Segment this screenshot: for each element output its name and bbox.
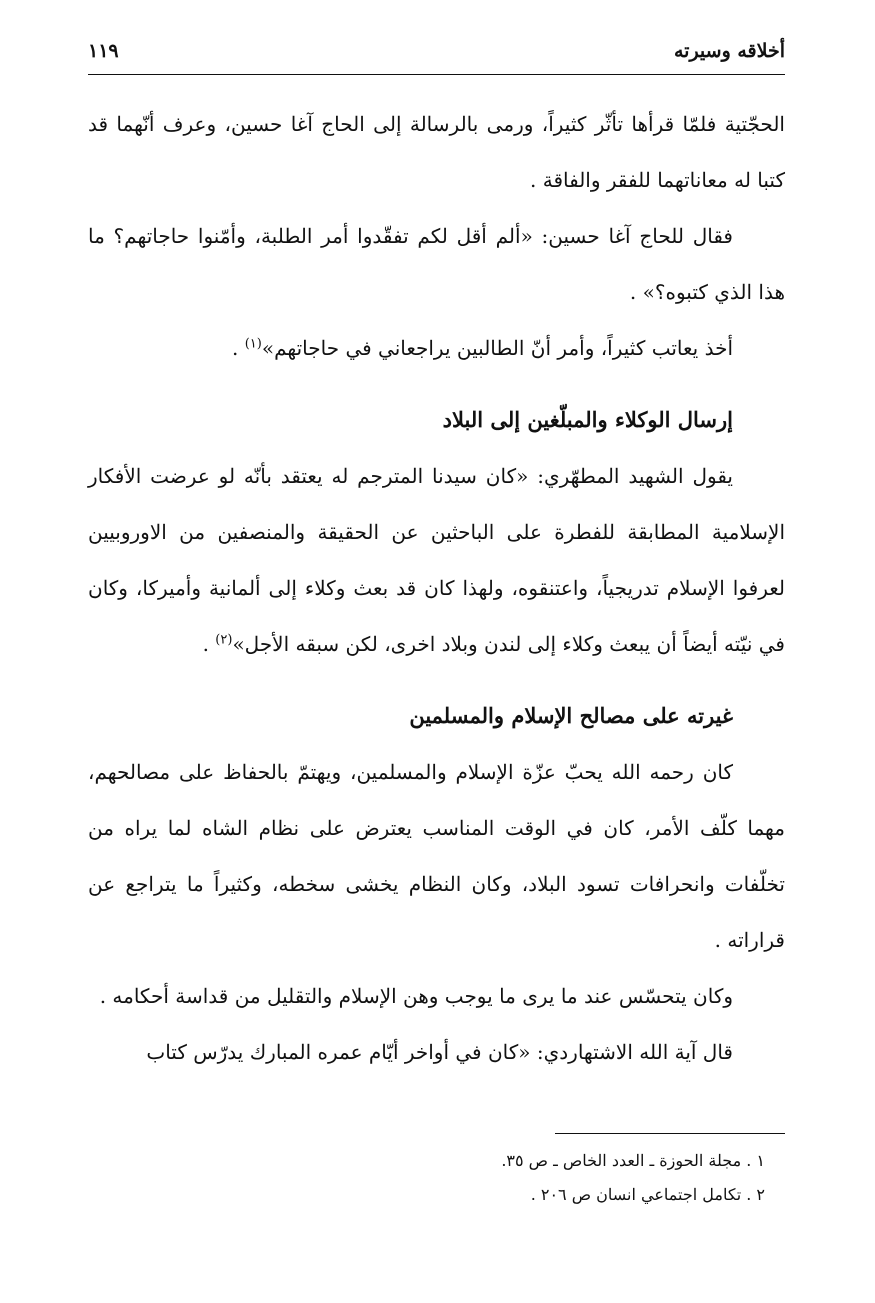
section-heading-agents: إرسال الوكلاء والمبلّغين إلى البلاد: [442, 407, 733, 432]
footnote-ref-2[interactable]: (٢): [215, 632, 233, 648]
paragraph-3-text: أخذ يعاتب كثيراً، وأمر أنّ الطالبين يراجعاني في حاجاتهم»: [261, 336, 733, 360]
section-heading-zeal: غيرته على مصالح الإسلام والمسلمين: [409, 703, 733, 728]
footnote-2: ٢ . تكامل اجتماعي انسان ص ٢٠٦ .: [530, 1185, 765, 1204]
section-agents: [88, 392, 785, 672]
running-title: أخلاقه وسيرته: [673, 40, 785, 62]
paragraph-4-text: يقول الشهيد المطهّري: «كان سيدنا المترجم له يعتقد بأنّه لو عرضت الأفكار الإسلامية المطابقة للفطرة على الباحثين عن الحقيقة والمنصفين من الاوروبيين لعرفوا الإسلام تدريجياً، واعتنقوه، ولهذا كان قد بعث وكلاء إلى ألمانية وأميركا، وكان في نيّته أيضاً أن يبعث وكلاء إلى لندن وبلاد اخرى، لكن سبقه الأجل»: [88, 464, 785, 656]
paragraph-7: قال آية الله الاشتهاردي: «كان في أواخر أيّام عمره المبارك يدرّس كتاب: [146, 1040, 733, 1064]
section-zeal: [88, 688, 785, 1080]
paragraph-3-end: .: [231, 336, 245, 360]
footnotes: [88, 1133, 785, 1212]
footnote-1: ١ . مجلة الحوزة ـ العدد الخاص ـ ص ٣٥.: [501, 1151, 765, 1170]
paragraph-6: وكان يتحسّس عند ما يرى ما يوجب وهن الإسلام والتقليل من قداسة أحكامه .: [99, 984, 733, 1008]
page-header: [88, 38, 785, 75]
paragraph-3: [88, 320, 785, 376]
paragraph-4: [88, 448, 785, 672]
paragraph-5: كان رحمه الله يحبّ عزّة الإسلام والمسلمين، ويهتمّ بالحفاظ على مصالحهم، مهما كلّف الأمر، كان في الوقت المناسب يعترض على نظام الشاه لما يراه من تخلّفات وانحرافات تسود البلاد، وكان النظام يخشى سخطه، وكثيراً ما يتراجع عن قراراته .: [88, 760, 785, 952]
footnote-ref-1[interactable]: (١): [244, 336, 262, 352]
paragraph-1: الحجّتية فلمّا قرأها تأثّر كثيراً، ورمى بالرسالة إلى الحاج آغا حسين، وعرف أنّهما قد كتبا له معاناتهما للفقر والفاقة .: [88, 112, 785, 192]
paragraph-2: فقال للحاج آغا حسين: «ألم أقل لكم تفقّدوا أمر الطلبة، وأمّنوا حاجاتهم؟ ما هذا الذي كتبوه؟» .: [88, 224, 785, 304]
body-text-top: [88, 96, 785, 376]
page-number: ١١٩: [88, 40, 119, 62]
paragraph-4-end: .: [202, 632, 216, 656]
